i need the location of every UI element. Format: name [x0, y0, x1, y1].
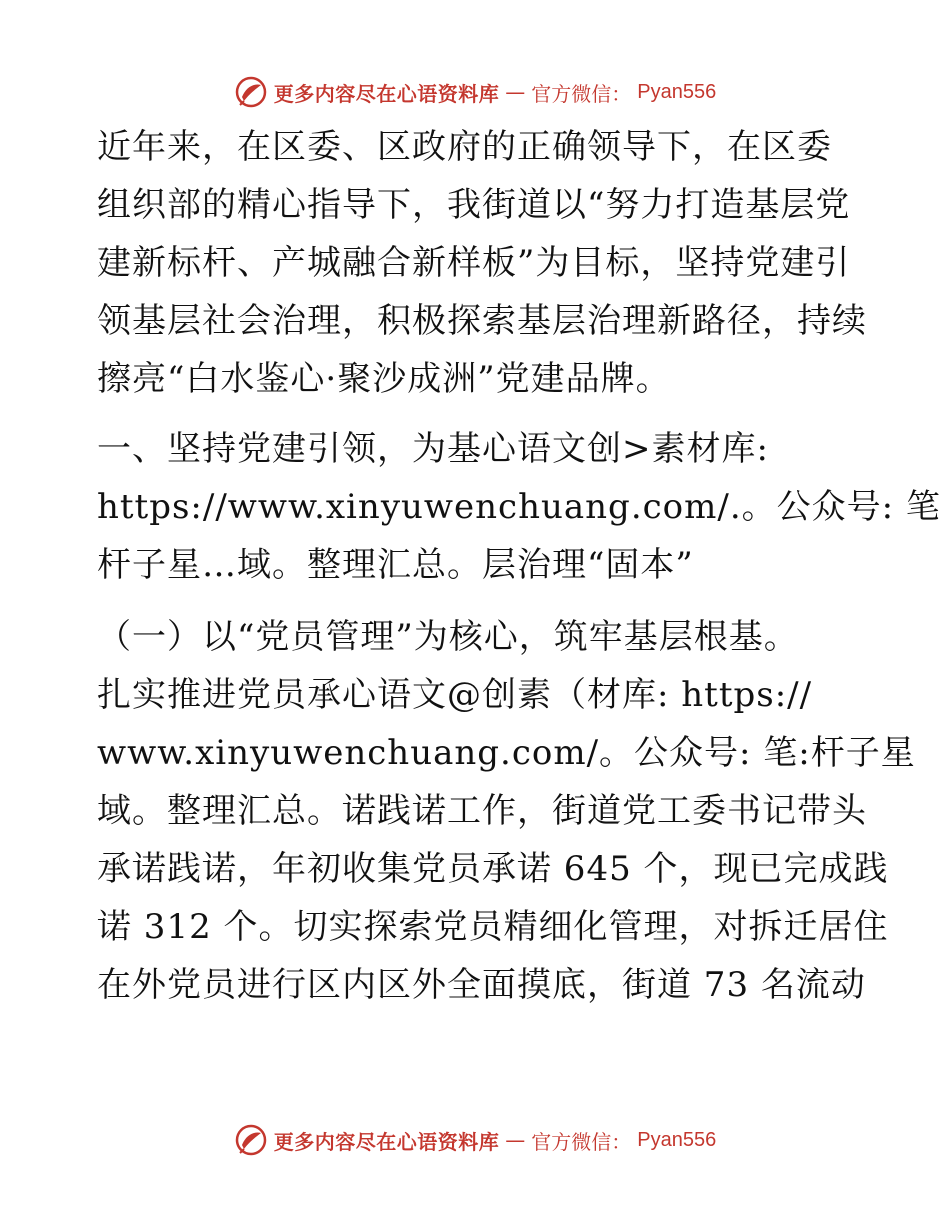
- watermark-wechat-id: Pyan556: [637, 1128, 717, 1151]
- watermark-brand: 更多内容尽在心语资料库: [273, 81, 500, 106]
- text-line: https://www.xinyuwenchuang.com/.。公众号: 笔: [97, 487, 941, 527]
- text-line: 近年来，在区委、区政府的正确领导下，在区委: [97, 127, 832, 167]
- header-watermark: [0, 72, 950, 112]
- text-line: 扎实推进党员承心语文@创素（材库: https://: [97, 675, 813, 715]
- text-line: 承诺践诺，年初收集党员承诺 645 个，现已完成践: [97, 849, 889, 889]
- text-line: （一）以“党员管理”为核心，筑牢基层根基。: [97, 617, 799, 657]
- paragraph-section-heading: [97, 420, 941, 594]
- paragraph-subsection: [97, 608, 916, 1014]
- text-line: 在外党员进行区内区外全面摸底，街道 73 名流动: [97, 965, 866, 1005]
- watermark-label: 官方微信：: [531, 1129, 632, 1154]
- text-line: 一、坚持党建引领，为基心语文创>素材库:: [97, 429, 769, 469]
- paragraph-intro: [97, 118, 867, 408]
- watermark-label: 官方微信：: [531, 81, 632, 106]
- text-line: 建新标杆、产城融合新样板”为目标，坚持党建引: [97, 243, 851, 283]
- text-line: 领基层社会治理，积极探索基层治理新路径，持续: [97, 301, 867, 341]
- text-line: 组织部的精心指导下，我街道以“努力打造基层党: [97, 185, 851, 225]
- watermark-dash: —: [505, 80, 526, 104]
- text-line: 杆子星…域。整理汇总。层治理“固本”: [97, 545, 694, 585]
- text-line: 擦亮“白水鉴心·聚沙成洲”党建品牌。: [97, 359, 671, 399]
- watermark-wechat-id: Pyan556: [637, 80, 717, 103]
- footer-watermark: [0, 1120, 950, 1160]
- text-line: 域。整理汇总。诺践诺工作，街道党工委书记带头: [97, 791, 867, 831]
- document-body: [97, 118, 941, 1014]
- pen-logo-icon: [234, 1123, 268, 1157]
- watermark-brand: 更多内容尽在心语资料库: [273, 1129, 500, 1154]
- text-line: 诺 312 个。切实探索党员精细化管理，对拆迁居住: [97, 907, 889, 947]
- watermark-dash: —: [505, 1128, 526, 1152]
- pen-logo-icon: [234, 75, 268, 109]
- text-line: www.xinyuwenchuang.com/。公众号: 笔:杆子星: [97, 733, 916, 773]
